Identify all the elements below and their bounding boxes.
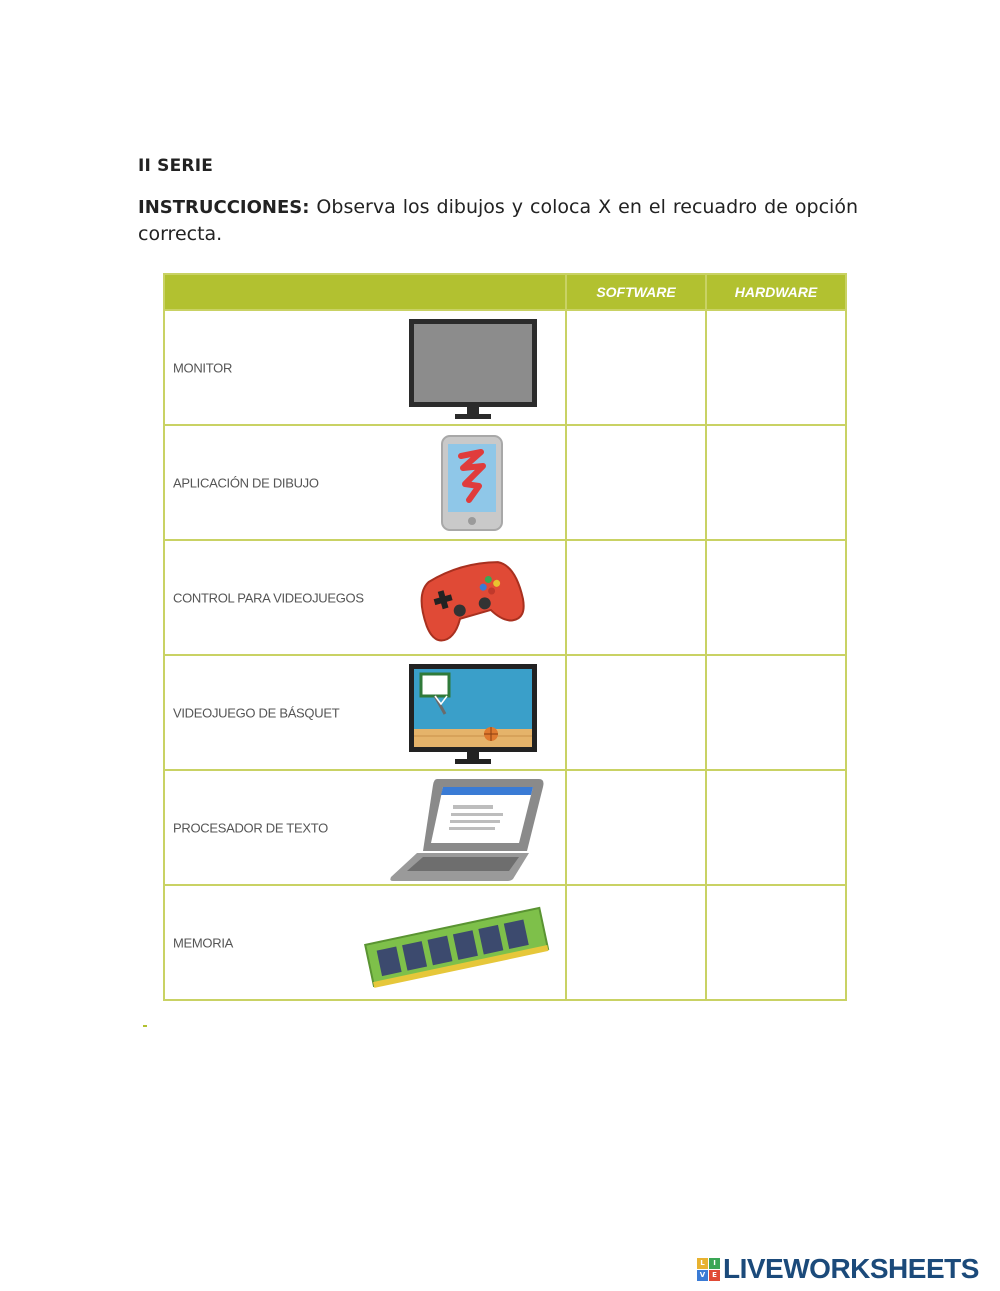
- instructions: [138, 194, 858, 248]
- software-answer-box[interactable]: [566, 885, 706, 1000]
- logo-cube: E: [709, 1270, 720, 1281]
- instructions-label: INSTRUCCIONES:: [138, 197, 310, 218]
- header-hardware: HARDWARE: [706, 274, 846, 310]
- software-answer-box[interactable]: [566, 655, 706, 770]
- item-label: APLICACIÓN DE DIBUJO: [173, 475, 319, 490]
- item-label: MONITOR: [173, 360, 233, 375]
- item-label: CONTROL PARA VIDEOJUEGOS: [173, 590, 364, 605]
- hardware-answer-box[interactable]: [706, 425, 846, 540]
- hardware-answer-box[interactable]: [706, 655, 846, 770]
- table-row: [164, 425, 846, 540]
- software-answer-box[interactable]: [566, 310, 706, 425]
- section-title: II SERIE: [138, 156, 214, 176]
- table-row: [164, 540, 846, 655]
- hardware-answer-box[interactable]: [706, 540, 846, 655]
- hardware-answer-box[interactable]: [706, 310, 846, 425]
- item-cell: [164, 655, 566, 770]
- monitor-icon: [407, 317, 539, 421]
- item-label: MEMORIA: [173, 935, 234, 950]
- gamepad-icon: [415, 549, 527, 649]
- liveworksheets-logo: [697, 1253, 979, 1285]
- software-answer-box[interactable]: [566, 770, 706, 885]
- hardware-answer-box[interactable]: [706, 885, 846, 1000]
- table-row: [164, 770, 846, 885]
- logo-cube: I: [709, 1258, 720, 1269]
- item-cell: [164, 885, 566, 1000]
- software-answer-box[interactable]: [566, 425, 706, 540]
- item-label: PROCESADOR DE TEXTO: [173, 820, 328, 835]
- item-label: VIDEOJUEGO DE BÁSQUET: [173, 705, 340, 720]
- instructions-text: Observa los dibujos y coloca X en el recuadro de opción correcta.: [138, 196, 858, 245]
- basketball-game-icon: [407, 662, 539, 766]
- laptop-icon: [387, 775, 547, 883]
- header-item: [164, 274, 566, 310]
- software-answer-box[interactable]: [566, 540, 706, 655]
- logo-cube: L: [697, 1258, 708, 1269]
- logo-cube: V: [697, 1270, 708, 1281]
- hardware-answer-box[interactable]: [706, 770, 846, 885]
- table-header-row: [164, 274, 846, 310]
- table-row: [164, 655, 846, 770]
- ram-memory-icon: [361, 896, 551, 992]
- item-cell: [164, 310, 566, 425]
- header-software: SOFTWARE: [566, 274, 706, 310]
- item-cell: [164, 770, 566, 885]
- table-row: [164, 885, 846, 1000]
- divider-mark: [143, 1025, 147, 1027]
- item-cell: [164, 425, 566, 540]
- table-row: [164, 310, 846, 425]
- classification-table: [163, 273, 847, 1001]
- tablet-drawing-icon: [439, 434, 505, 532]
- logo-text: LIVEWORKSHEETS: [723, 1253, 979, 1284]
- item-cell: [164, 540, 566, 655]
- logo-cubes-icon: [697, 1258, 720, 1281]
